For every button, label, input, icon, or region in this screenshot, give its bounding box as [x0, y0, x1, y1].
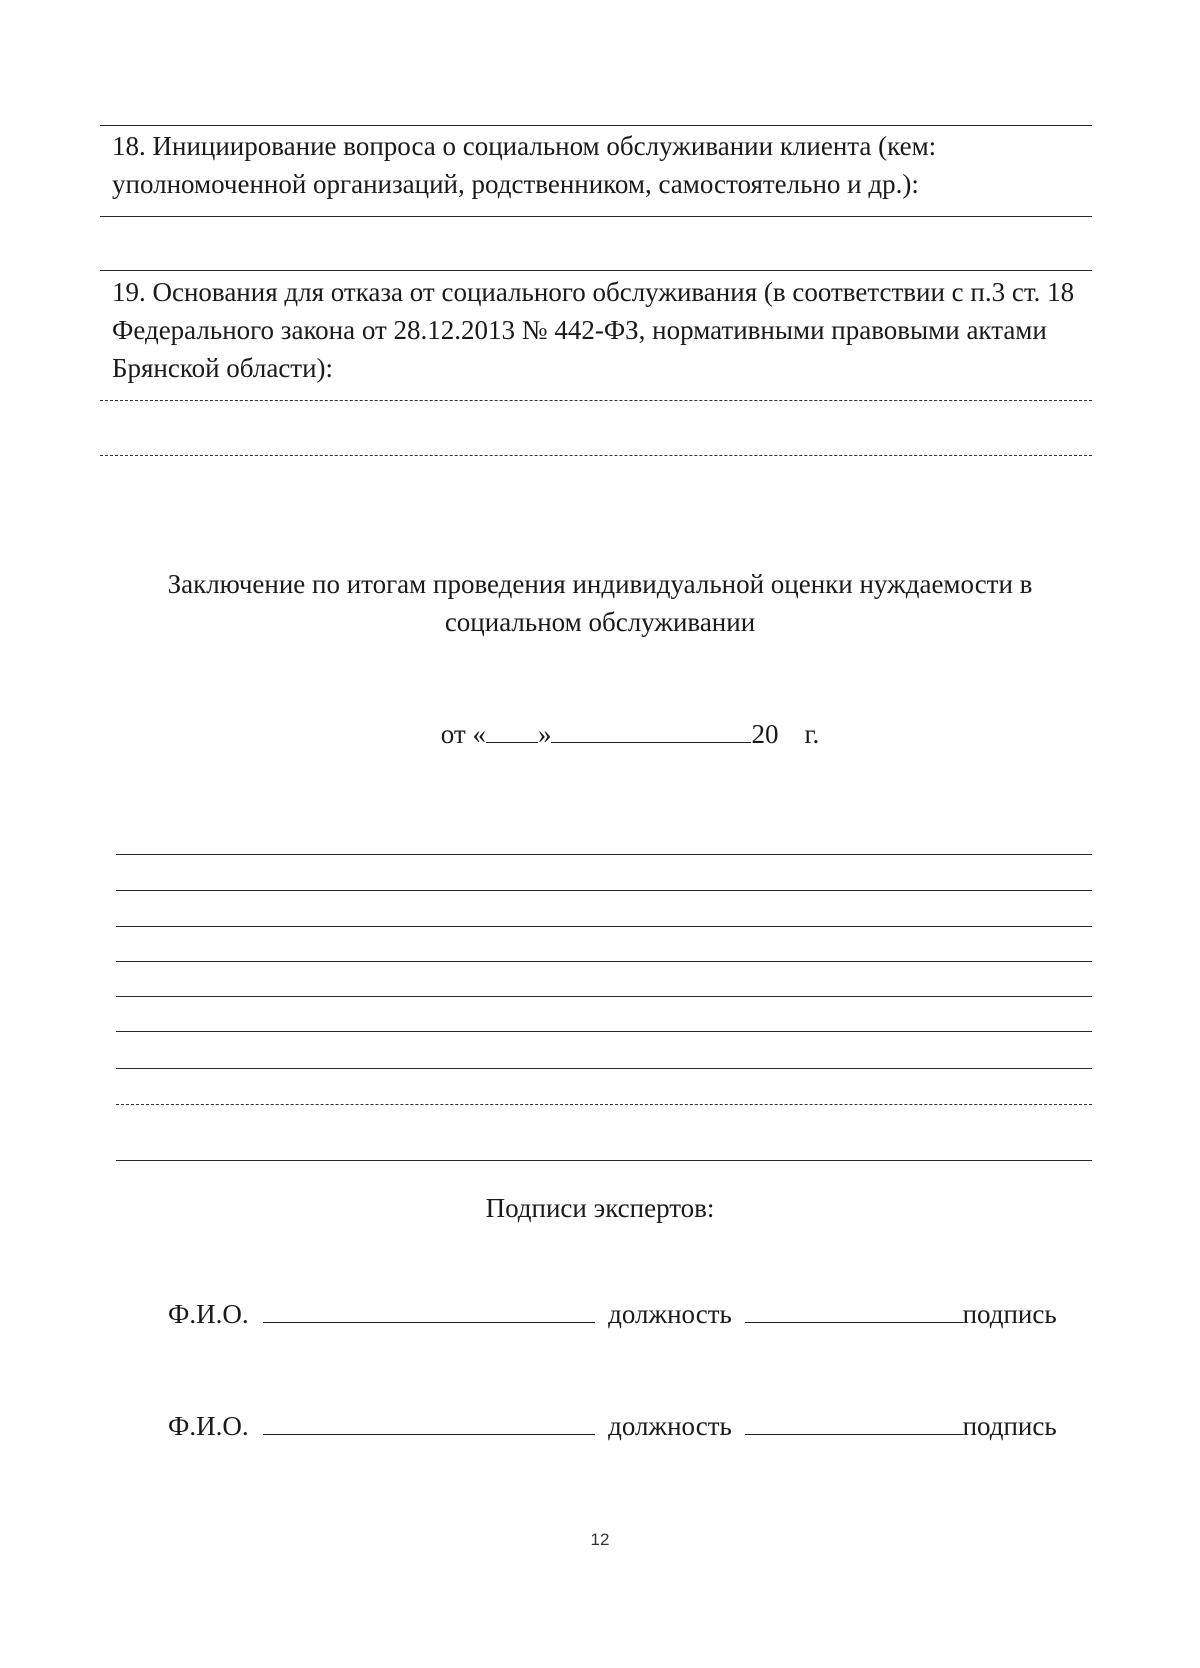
position-field[interactable]	[745, 1410, 963, 1435]
conclusion-line-3[interactable]	[116, 926, 1092, 927]
signature-row-1	[168, 1296, 1057, 1332]
item19-answer-line-2[interactable]	[100, 455, 1092, 456]
conclusion-line-1[interactable]	[116, 854, 1092, 855]
item19-text-line1: 19. Основания для отказа от социального обслуживания (в соответствии с п.3 ст. 18	[112, 277, 1075, 307]
position-label: должность	[608, 1299, 732, 1329]
signature-row-2	[168, 1408, 1057, 1444]
conclusion-line-2[interactable]	[116, 890, 1092, 891]
conclusion-line-7[interactable]	[116, 1068, 1092, 1069]
fio-label: Ф.И.О.	[168, 1299, 249, 1329]
conclusion-title-line1: Заключение по итогам проведения индивидуальной оценки нуждаемости в	[167, 569, 1033, 599]
date-year: 20	[751, 719, 779, 749]
signature-label: подпись	[962, 1411, 1057, 1441]
conclusion-line-9[interactable]	[116, 1160, 1092, 1161]
position-field[interactable]	[745, 1298, 963, 1323]
position-label: должность	[608, 1411, 732, 1441]
conclusion-line-4[interactable]	[116, 961, 1092, 962]
conclusion-line-8[interactable]	[116, 1104, 1092, 1105]
rule-top-19	[100, 270, 1092, 271]
date-suffix: г.	[804, 719, 820, 749]
item19-text-line3: Брянской области):	[112, 353, 334, 383]
fio-field[interactable]	[263, 1410, 595, 1435]
rule-top-18	[100, 125, 1092, 126]
conclusion-line-6[interactable]	[116, 1031, 1092, 1032]
date-prefix: от «	[440, 719, 486, 749]
fio-label: Ф.И.О.	[168, 1411, 249, 1441]
item18-text-line1: 18. Инициирование вопроса о социальном обслуживании клиента (кем:	[112, 131, 937, 161]
conclusion-line-5[interactable]	[116, 996, 1092, 997]
date-close: »	[537, 719, 552, 749]
item18-answer-line[interactable]	[100, 216, 1092, 217]
fio-field[interactable]	[263, 1298, 595, 1323]
item19-answer-line-1[interactable]	[100, 400, 1092, 401]
signatures-heading: Подписи экспертов:	[485, 1193, 715, 1223]
conclusion-title-line2: социальном обслуживании	[444, 607, 756, 637]
signature-label: подпись	[962, 1299, 1057, 1329]
item19-text-line2: Федерального закона от 28.12.2013 № 442-ФЗ, нормативными правовыми актами	[112, 315, 1047, 345]
item18-text-line2: уполномоченной организаций, родственником, самостоятельно и др.):	[112, 169, 919, 199]
page-number: 12	[590, 1530, 610, 1549]
date-month-blank[interactable]	[551, 716, 751, 743]
conclusion-date	[0, 716, 1200, 752]
date-day-blank[interactable]	[486, 716, 538, 743]
